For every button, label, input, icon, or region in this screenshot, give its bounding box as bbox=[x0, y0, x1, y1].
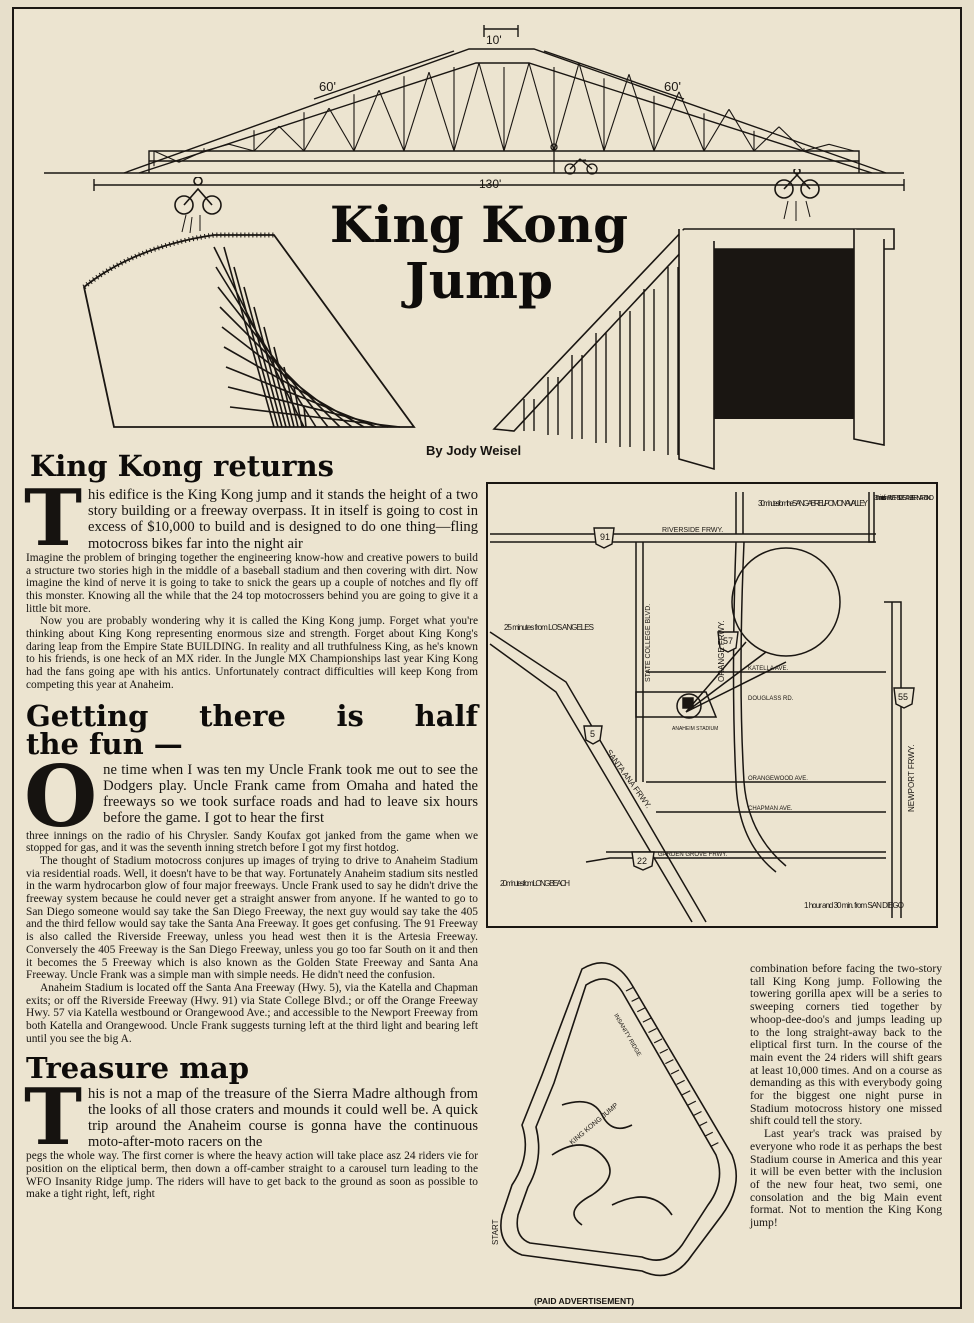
lead-text-1: his edifice is the King Kong jump and it stands the height of a two story building or a freeway overpass. It in itself is going to cost in excess of $10,000 to build and is designed to do one thing—fling motocross bikes far into the night air bbox=[88, 487, 478, 552]
directions-map bbox=[486, 482, 938, 928]
svg-text:60': 60' bbox=[664, 79, 681, 94]
title-line-1: King Kong bbox=[329, 195, 629, 254]
dropcap-t-2: T bbox=[24, 1071, 83, 1163]
heading-line-2: the fun — bbox=[26, 726, 183, 761]
title-line-2: Jump bbox=[405, 251, 553, 310]
svg-text:10': 10' bbox=[486, 33, 502, 47]
left-column bbox=[26, 449, 478, 1201]
paragraph-6: pegs the whole way. The first corner is where the heavy action will take place asz 24 riders vie for position on the eliptical berm, then down a off-camber straight to a carousel turn leading to the WFO Insanity Ridge jump. The riders will have to get back to the ground as soon as possible to make a tight right, left, right bbox=[26, 1150, 478, 1201]
heading-line-1: Getting there is half bbox=[26, 698, 478, 733]
lead-text-3: his is not a map of the treasure of the Sierra Madre although from the looks of all those craters and mounds it could well be. A quick trip around the Anaheim course is gonna have the continuous moto-after-moto racers on the bbox=[88, 1085, 478, 1151]
sidebar-paragraph-2: Last year's track was praised by everyone who rode it as perhaps the best Stadium course in America and this year it will be even better with the inclusion of the new four heat, two semi, one consolation and the big Main event format. Not to mention the King Kong jump! bbox=[750, 1127, 942, 1230]
overpass-illustration-right bbox=[484, 169, 914, 489]
svg-text:SANTA ANA FRWY.: SANTA ANA FRWY. bbox=[604, 747, 653, 811]
svg-text:22: 22 bbox=[637, 856, 648, 866]
rider-icon bbox=[175, 177, 221, 233]
magazine-page bbox=[12, 7, 962, 1309]
svg-text:25 minutes from LOS ANGELES: 25 minutes from LOS ANGELES bbox=[504, 623, 594, 632]
paragraph-4: The thought of Stadium motocross conjures up images of trying to drive to Anaheim Stadium via residential roads. Well, it doesn't have to be that way. Fortunately Anaheim stadium sits nestled in the warm hydrocarbon glow of four major freeways. Uncle Frank used to say he didn't drive the freeway system because he could never get a straight answer from anyone. If he wanted to go to San Diego someone would say take the San Diego Freeway, the next guy would say take the 405 and the third fellow would say take the Santa Ana Freeway. It goes get confusing. The 91 Freeway is also called the Riverside Freeway, unless you head west then it is the Artesia Freeway. Conversely the 405 Freeway is the San Diego Freeway, unless you go too far South on it and then it becomes the 5 Freeway which is also known as the Golden State Freeway and Santa Ana Freeway. Uncle Frank was a simple man with simple needs. He didn't need the confusion. bbox=[26, 854, 478, 982]
start-label: START bbox=[491, 1219, 500, 1245]
svg-text:130': 130' bbox=[479, 177, 502, 191]
svg-text:ORANGE FRWY.: ORANGE FRWY. bbox=[717, 620, 726, 682]
dropcap-t: T bbox=[24, 473, 83, 564]
right-column bbox=[750, 963, 942, 1230]
paragraph-2: Now you are probably wondering why it is called the King Kong jump. Forget what you're thinking about King Kong representing enormous size and strength. Forget about King Kong's daring leap from the Empire State BUILDING. In reality and all truthfulness King, as he's known to his friends, is one heck of an MX rider. In the Jungle MX Championships last year King Kong had the fans going ape with his antics. Unfortunately contract difficulties will keep Kong from competing this year at Anaheim. bbox=[26, 615, 478, 691]
paragraph-3: three innings on the radio of his Chrysler. Sandy Koufax got janked from the game when we stopped for gas, and it was the seventh inning stretch before I got my first hotdog. bbox=[26, 829, 478, 855]
paid-advertisement: (PAID ADVERTISEMENT) bbox=[534, 1296, 635, 1306]
svg-text:KATELLA AVE.: KATELLA AVE. bbox=[748, 666, 789, 672]
truss-diagram bbox=[24, 23, 924, 191]
svg-text:GARDEN GROVE FRWY.: GARDEN GROVE FRWY. bbox=[658, 852, 728, 858]
dropcap-o: O bbox=[24, 746, 98, 846]
svg-text:91: 91 bbox=[600, 532, 611, 542]
svg-text:57: 57 bbox=[723, 636, 734, 646]
lead-text-2: ne time when I was ten my Uncle Frank took me out to see the Dodgers play. Uncle Frank came from Omaha and hated the freeways so we took surface roads and had to leave six hours before the game. I got to hear the first bbox=[103, 761, 478, 827]
insanity-label: INSANITY RIDGE bbox=[612, 1013, 642, 1058]
paragraph-5: Anaheim Stadium is located off the Santa Ana Freeway (Hwy. 5), via the Katella and Chapman exits; or off the Riverside Freeway (Hwy. 91) via State College Blvd.; or off the Orange Freeway Hwy. 57 via Katella westbound or Orangewood Ave.; and accessible to the Newport Freeway from both Katella and Orangewood. Uncle Frank suggests turning left at the third light and bearing left until you see the big A. bbox=[26, 981, 478, 1045]
svg-text:5: 5 bbox=[590, 729, 596, 739]
paragraph-1: Imagine the problem of bringing together the engineering know-how and creative powers to build a structure two stories high in the middle of a baseball stadium and then covering with dirt. Now imagine the kind of nerve it is going to take to snick the gears up a couple of notches and fly off this monster. Knowing all the while that the 24 top motocrossers behind you are going to give it a little bit more. bbox=[26, 551, 478, 615]
svg-text:30 minutes from RIVERSIDE SAN: 30 minutes from RIVERSIDE SAN BERNARDINO bbox=[874, 495, 934, 502]
heading-king-kong-returns: King Kong returns bbox=[30, 449, 334, 483]
svg-text:RIVERSIDE FRWY.: RIVERSIDE FRWY. bbox=[662, 527, 724, 534]
svg-text:20 minutes from LONG BEACH: 20 minutes from LONG BEACH bbox=[500, 879, 570, 888]
kingkong-label: KING KONG JUMP bbox=[568, 1102, 620, 1147]
heading-getting-there bbox=[26, 698, 478, 761]
sidebar-paragraph-1: combination before facing the two-story tall King Kong jump. Following the towering gorilla apex will be a series to sweeping corners tied together by whoop-dee-doo's and jumps leading up to the long straight-away back to the eliptical first turn. In the course of the main event the 24 riders will shift gears at least 10,000 times. And on a course as demanding as this with everybody going for the biggest one night purse in Stadium motocross history one missed shift could tell the story. bbox=[750, 962, 942, 1128]
svg-text:DOUGLASS RD.: DOUGLASS RD. bbox=[748, 696, 794, 702]
svg-text:55: 55 bbox=[898, 692, 909, 702]
heading-treasure-map: Treasure map bbox=[26, 1050, 249, 1085]
svg-text:30 minutes from the SAN GABRIE: 30 minutes from the SAN GABRIEL/POMONA VALLEY bbox=[758, 499, 868, 508]
svg-text:STATE COLLEGE BLVD.: STATE COLLEGE BLVD. bbox=[645, 603, 652, 682]
svg-text:ORANGEWOOD AVE.: ORANGEWOOD AVE. bbox=[748, 776, 808, 782]
svg-text:NEWPORT FRWY.: NEWPORT FRWY. bbox=[907, 744, 916, 812]
svg-text:ANAHEIM STADIUM: ANAHEIM STADIUM bbox=[672, 726, 719, 732]
svg-text:CHAPMAN AVE.: CHAPMAN AVE. bbox=[748, 806, 793, 812]
svg-text:1 hour and 30 min. from SAN DI: 1 hour and 30 min. from SAN DIEGO bbox=[804, 901, 904, 910]
byline: By Jody Weisel bbox=[426, 443, 522, 458]
track-map bbox=[482, 955, 752, 1295]
rider-icon bbox=[775, 169, 819, 221]
svg-text:60': 60' bbox=[319, 79, 336, 94]
